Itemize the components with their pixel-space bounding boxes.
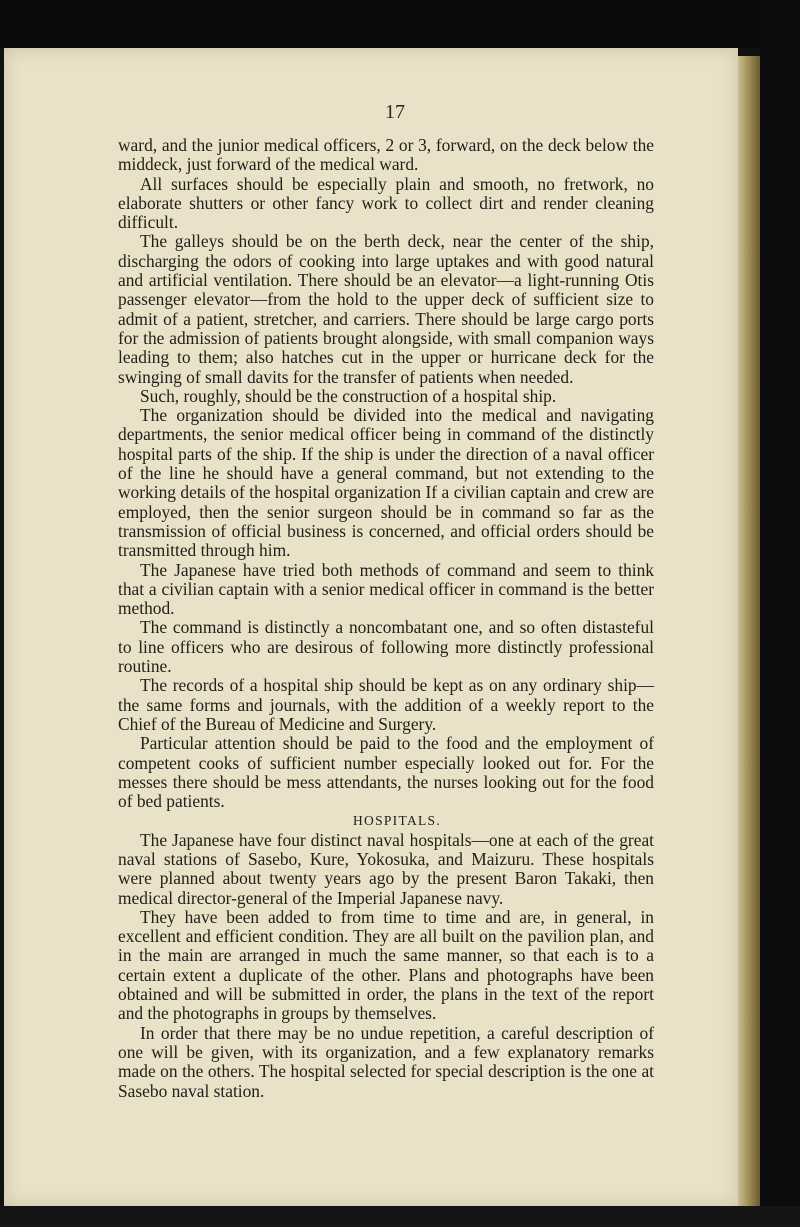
paragraph: The Japanese have tried both methods of command and seem to think that a civilian captain with a senior medical officer in command is the better method.: [118, 559, 654, 619]
paragraph: The command is distinctly a noncombatant one, and so often distasteful to line officers who are desirous of following more distinctly professional routine.: [118, 617, 654, 677]
paragraph: The organization should be divided into the medical and navigating departments, the senior medical officer being in command of the distinctly hospital parts of the ship. If the ship is under the direction of a naval officer of the line he should have a general command, but not extending to the working details of the hospital organization If a civilian captain and crew are employed, then the senior surgeon should be in command so far as the transmission of official business is concerned, and official orders should be transmitted through him.: [118, 405, 654, 561]
page-body: [118, 136, 654, 1101]
paragraph: All surfaces should be especially plain and smooth, no fretwork, no elaborate shutters or other fancy work to collect dirt and render cleaning difficult.: [118, 173, 654, 233]
paragraph: ward, and the junior medical officers, 2 or 3, forward, on the deck below the middeck, just forward of the medical ward.: [118, 135, 654, 175]
paragraph: Particular attention should be paid to the food and the employment of competent cooks of sufficient number especially looked out for. For the messes there should be mess attendants, the nurses looking out for the food of bed patients.: [118, 733, 654, 812]
paragraph: The Japanese have four distinct naval hospitals—one at each of the great naval stations of Sasebo, Kure, Yokosuka, and Maizuru. These hospitals were planned about twenty years ago by the present Baron Takaki, then medical director-general of the Imperial Japanese navy.: [118, 829, 654, 908]
paragraph: They have been added to from time to time and are, in general, in excellent and efficient condition. They are all built on the pavilion plan, and in the main are arranged in much the same manner, so that each is to a certain extent a duplicate of the other. Plans and photographs have been obtained and will be submitted in order, the plans in the text of the report and the photographs in groups by themselves.: [118, 906, 654, 1024]
paragraph: Such, roughly, should be the construction of a hospital ship.: [140, 385, 557, 406]
paragraph: The records of a hospital ship should be kept as on any ordinary ship—the same forms and journals, with the addition of a weekly report to the Chief of the Bureau of Medicine and Surgery.: [118, 675, 654, 734]
section-heading: HOSPITALS.: [352, 813, 442, 829]
page-stack-edge: [738, 56, 760, 1206]
page-number: 17: [385, 101, 405, 123]
scan-border-top: [0, 0, 800, 48]
scan-border-right: [760, 0, 800, 1227]
scan-border-bottom: [0, 1206, 800, 1227]
paragraph: The galleys should be on the berth deck, near the center of the ship, discharging the odors of cooking into large uptakes and with good natural and artificial ventilation. There should be an elevator—a light-running Otis passenger elevator—from the hold to the upper deck of sufficient size to admit of a patient, stretcher, and carriers. There should be large cargo ports for the admission of patients brought alongside, with small companion ways leading to them; also hatches cut in the upper or hurricane deck for the swinging of small davits for the transfer of patients when needed.: [118, 231, 654, 387]
paragraph: In order that there may be no undue repetition, a careful description of one will be given, with its organization, and a few explanatory remarks made on the others. The hospital selected for special description is the one at Sasebo naval station.: [118, 1022, 654, 1101]
